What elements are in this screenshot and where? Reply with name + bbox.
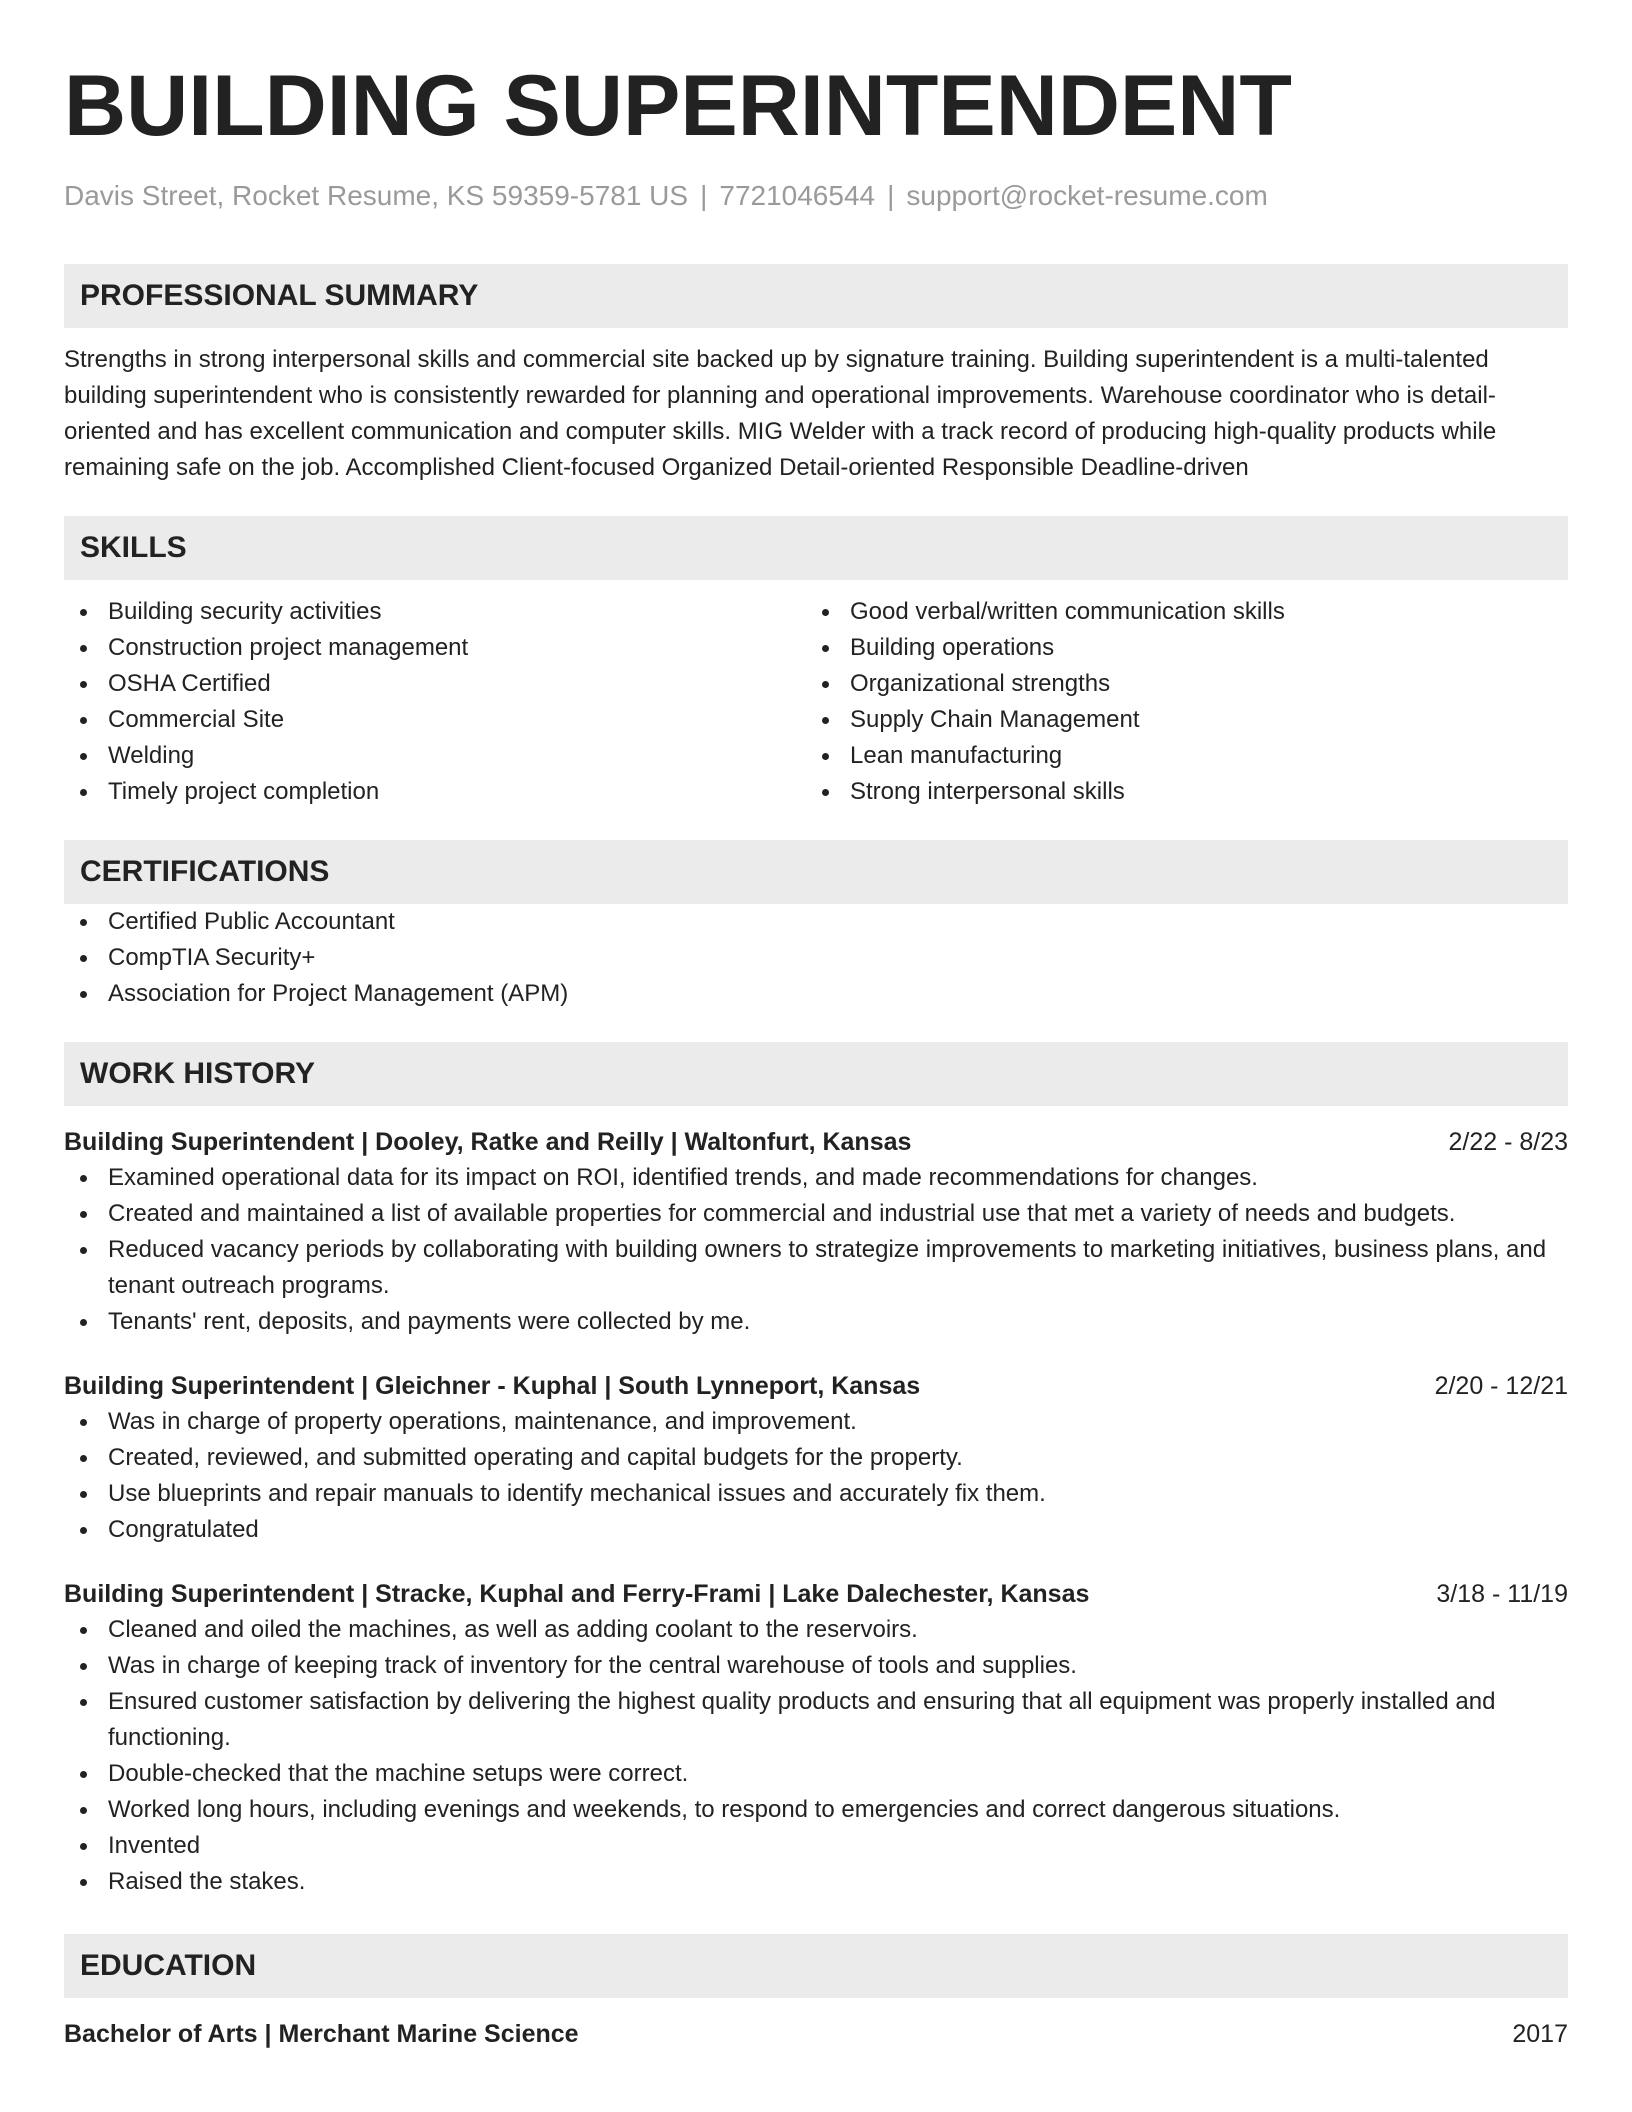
education-heading: EDUCATION [64,1934,1568,1998]
job-bullet: Raised the stakes. [64,1864,1568,1900]
skills-right-list [806,594,1548,810]
skills-grid [64,594,1568,810]
skill-item: OSHA Certified [64,666,806,702]
job-entry [64,1124,1568,1340]
skill-item: Construction project management [64,630,806,666]
skill-item: Organizational strengths [806,666,1548,702]
summary-section [64,264,1568,486]
job-bullet: Created and maintained a list of available properties for commercial and industrial use that met a variety of needs and budgets. [64,1196,1568,1232]
resume-name: BUILDING SUPERINTENDENT [64,58,1292,154]
skill-item: Supply Chain Management [806,702,1548,738]
education-entry [64,2016,1568,2052]
job-bullet: Worked long hours, including evenings and weekends, to respond to emergencies and correct dangerous situations. [64,1792,1568,1828]
job-bullet: Use blueprints and repair manuals to identify mechanical issues and accurately fix them. [64,1476,1568,1512]
contact-line [64,178,1568,214]
job-dates: 3/18 - 11/19 [1436,1580,1568,1608]
job-bullet: Cleaned and oiled the machines, as well as adding coolant to the reservoirs. [64,1612,1568,1648]
skill-item: Commercial Site [64,702,806,738]
contact-email: support@rocket-resume.com [906,180,1268,211]
job-bullet: Created, reviewed, and submitted operating and capital budgets for the property. [64,1440,1568,1476]
skill-item: Welding [64,738,806,774]
skill-item: Good verbal/written communication skills [806,594,1548,630]
job-bullet-list [64,1612,1568,1900]
job-bullet: Invented [64,1828,1568,1864]
job-dates: 2/20 - 12/21 [1434,1372,1568,1400]
education-degree: Bachelor of Arts | Merchant Marine Science [64,2020,579,2048]
resume-page [64,56,1568,2052]
certification-item: Association for Project Management (APM) [64,976,1568,1012]
job-title: Building Superintendent | Stracke, Kuphal and Ferry-Frami | Lake Dalechester, Kansas [64,1580,1090,1608]
skill-item: Strong interpersonal skills [806,774,1548,810]
job-bullet: Was in charge of property operations, maintenance, and improvement. [64,1404,1568,1440]
work-history-heading: WORK HISTORY [64,1042,1568,1106]
job-bullet: Was in charge of keeping track of inventory for the central warehouse of tools and supplies. [64,1648,1568,1684]
job-bullet: Reduced vacancy periods by collaborating with building owners to strategize improvements to marketing initiatives, business plans, and tenant outreach programs. [64,1232,1568,1304]
certifications-section [64,840,1568,1012]
job-header [64,1124,1568,1160]
summary-text: Strengths in strong interpersonal skills and commercial site backed up by signature training. Building superintendent is a multi-talented building superintendent who is consistently rewarded for planning and operational improvements. Warehouse coordinator who is detail-oriented and has excellent communication and computer skills. MIG Welder with a track record of producing high-quality products while remaining safe on the job. Accomplished Client-focused Organized Detail-oriented Responsible Deadline-driven [64,346,1497,481]
contact-separator: | [700,180,708,211]
certifications-heading: CERTIFICATIONS [64,840,1568,904]
skill-item: Lean manufacturing [806,738,1548,774]
job-title: Building Superintendent | Gleichner - Kuphal | South Lynneport, Kansas [64,1372,921,1400]
certification-item: CompTIA Security+ [64,940,1568,976]
job-entry [64,1368,1568,1548]
job-bullet: Tenants' rent, deposits, and payments were collected by me. [64,1304,1568,1340]
job-dates: 2/22 - 8/23 [1448,1128,1568,1156]
work-history-section [64,1042,1568,1900]
certifications-list [64,904,1568,1012]
job-bullet: Congratulated [64,1512,1568,1548]
job-header [64,1576,1568,1612]
contact-separator: | [887,180,895,211]
skill-item: Building security activities [64,594,806,630]
certification-item: Certified Public Accountant [64,904,1568,940]
job-bullet: Ensured customer satisfaction by delivering the highest quality products and ensuring that all equipment was properly installed and functioning. [64,1684,1568,1756]
job-bullet-list [64,1404,1568,1548]
job-title: Building Superintendent | Dooley, Ratke and Reilly | Waltonfurt, Kansas [64,1128,912,1156]
job-bullet: Examined operational data for its impact on ROI, identified trends, and made recommendations for changes. [64,1160,1568,1196]
education-section [64,1934,1568,2052]
contact-address: Davis Street, Rocket Resume, KS 59359-5781 US [64,180,689,211]
job-entry [64,1576,1568,1900]
summary-heading: PROFESSIONAL SUMMARY [64,264,1568,328]
skills-section [64,516,1568,810]
skill-item: Building operations [806,630,1548,666]
skills-heading: SKILLS [64,516,1568,580]
education-year: 2017 [1512,2020,1568,2048]
skill-item: Timely project completion [64,774,806,810]
job-header [64,1368,1568,1404]
contact-phone: 7721046544 [719,180,876,211]
skills-left-list [64,594,806,810]
job-bullet-list [64,1160,1568,1340]
job-bullet: Double-checked that the machine setups were correct. [64,1756,1568,1792]
